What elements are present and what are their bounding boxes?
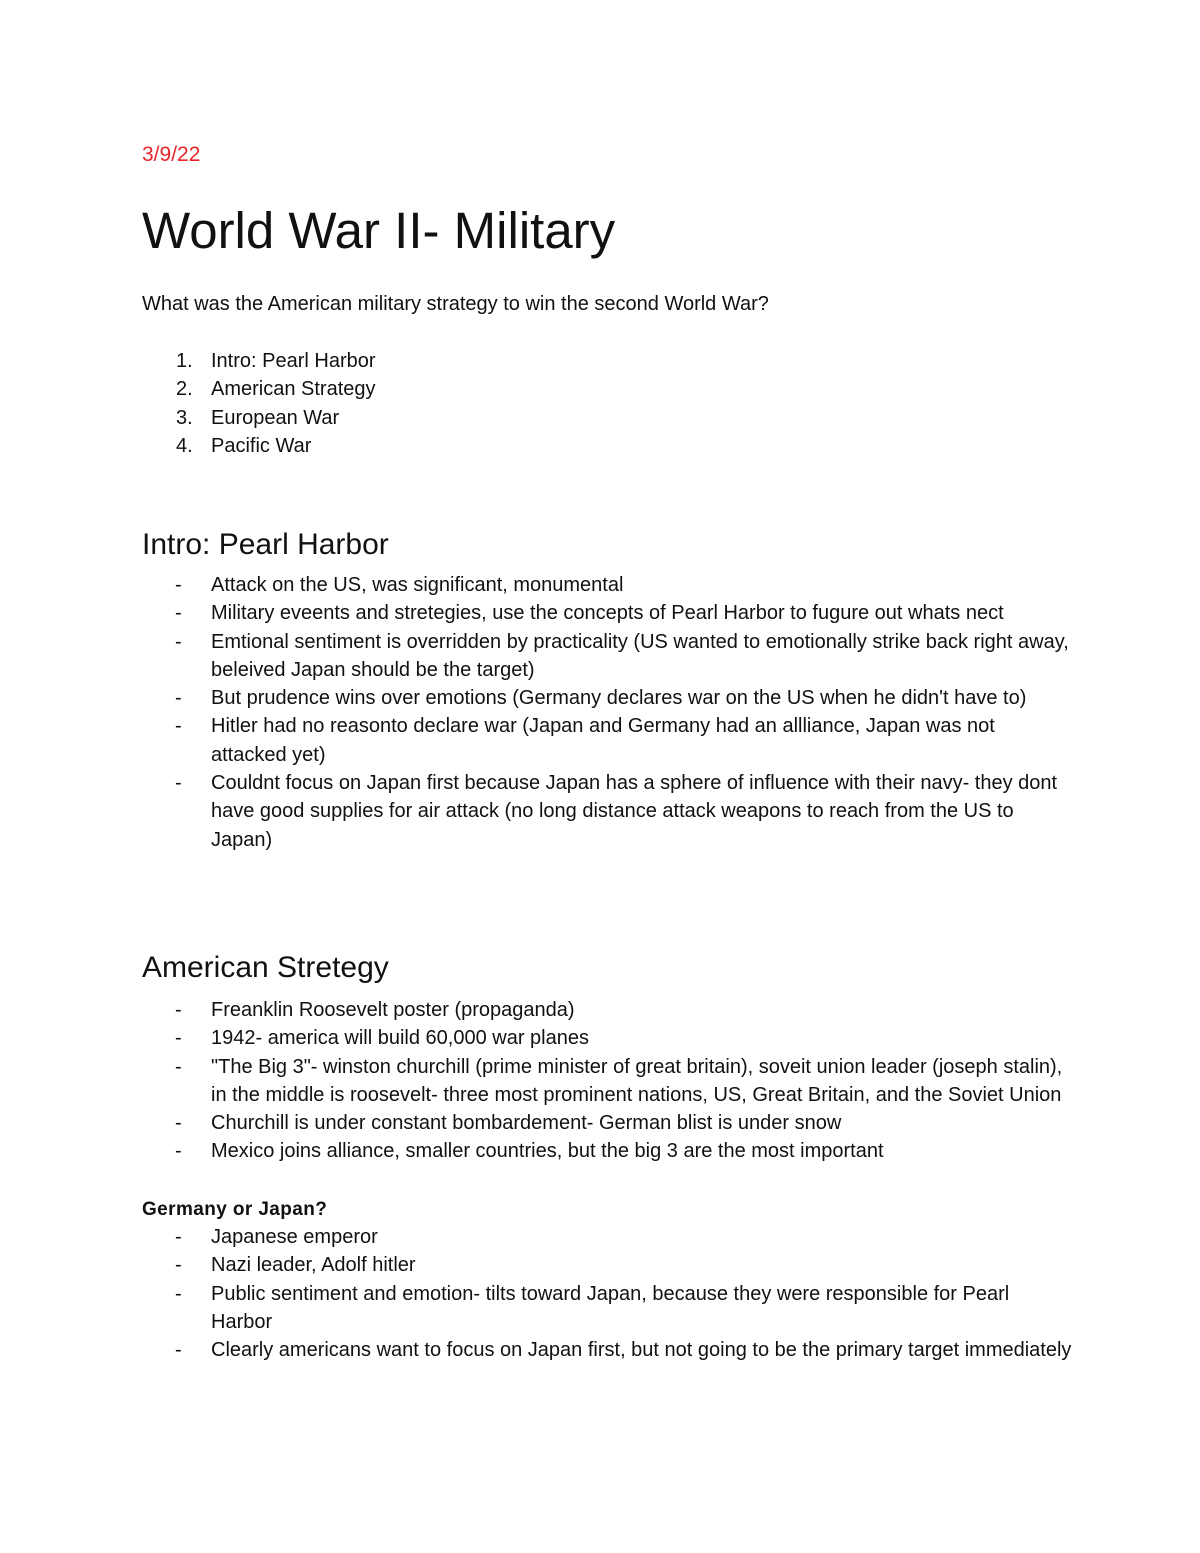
pearl-harbor-bullets <box>142 571 1072 854</box>
bullet-text: Japanese emperor <box>211 1226 378 1248</box>
section-heading-pearl-harbor: Intro: Pearl Harbor <box>142 528 389 561</box>
outline-number: 1. <box>176 350 193 372</box>
germany-or-japan-bullets <box>142 1223 1072 1364</box>
bullet-item <box>142 1024 1072 1052</box>
bullet-dash: - <box>175 630 182 653</box>
bullet-dash: - <box>175 1140 182 1163</box>
bullet-dash: - <box>175 687 182 710</box>
bullet-text: But prudence wins over emotions (Germany declares war on the US when he didn't have to) <box>211 687 1027 710</box>
subheading-germany-or-japan: Germany or Japan? <box>142 1199 328 1220</box>
bullet-dash: - <box>175 574 182 596</box>
bullet-text: Mexico joins alliance, smaller countries, but the big 3 are the most important <box>211 1140 884 1163</box>
bullet-text: Freanklin Roosevelt poster (propaganda) <box>211 999 575 1021</box>
bullet-dash: - <box>175 1027 182 1050</box>
document-title: World War II- Military <box>142 202 616 259</box>
bullet-dash: - <box>175 999 182 1021</box>
bullet-dash: - <box>175 602 182 625</box>
american-strategy-bullets <box>142 996 1072 1166</box>
bullet-dash: - <box>175 1055 182 1078</box>
bullet-text: Military eveents and stretegies, use the concepts of Pearl Harbor to fugure out whats nect <box>211 602 1004 625</box>
bullet-dash: - <box>175 1282 182 1305</box>
date-text: 3/9/22 <box>142 143 201 166</box>
bullet-item <box>142 1223 1072 1251</box>
bullet-item <box>142 1109 1072 1137</box>
bullet-text: Churchill is under constant bombardement- German blist is under snow <box>211 1112 842 1135</box>
bullet-item <box>142 996 1072 1024</box>
bullet-item <box>142 628 1072 685</box>
guiding-question: What was the American military strategy to win the second World War? <box>142 293 769 315</box>
bullet-text: Clearly americans want to focus on Japan first, but not going to be the primary target immediately <box>211 1339 1072 1362</box>
bullet-text: Emtional sentiment is overridden by practicality (US wanted to emotionally strike back right away, beleived Japan should be the target) <box>211 630 1069 681</box>
bullet-item <box>142 599 1072 627</box>
outline-list <box>142 347 376 460</box>
bullet-text: Attack on the US, was significant, monumental <box>211 574 624 596</box>
bullet-item <box>142 1053 1072 1110</box>
bullet-text: Public sentiment and emotion- tilts toward Japan, because they were responsible for Pearl Harbor <box>211 1282 1010 1333</box>
bullet-dash: - <box>175 1339 182 1362</box>
bullet-item <box>142 712 1072 769</box>
bullet-text: Couldnt focus on Japan first because Japan has a sphere of influence with their navy- they dont have good supplies for air attack (no long distance attack weapons to reach from the US to Japan) <box>211 772 1058 851</box>
bullet-dash: - <box>175 772 182 795</box>
bullet-item <box>142 1137 1072 1165</box>
bullet-text: Nazi leader, Adolf hitler <box>211 1254 416 1277</box>
bullet-item <box>142 684 1072 712</box>
bullet-text: "The Big 3"- winston churchill (prime minister of great britain), soveit union leader (joseph stalin), in the middle is roosevelt- three most prominent nations, US, Great Britain, and the Soviet Union <box>211 1055 1063 1106</box>
outline-text: American Strategy <box>211 378 376 401</box>
bullet-item <box>142 769 1072 854</box>
bullet-item <box>142 1336 1072 1364</box>
bullet-dash: - <box>175 1254 182 1277</box>
outline-number: 3. <box>176 406 193 429</box>
outline-item <box>142 347 376 375</box>
bullet-text: Hitler had no reasonto declare war (Japan and Germany had an allliance, Japan was not attacked yet) <box>211 715 995 766</box>
section-heading-american-strategy: American Stretegy <box>142 951 389 984</box>
bullet-dash: - <box>175 1112 182 1135</box>
bullet-text: 1942- america will build 60,000 war planes <box>211 1027 589 1050</box>
bullet-item <box>142 571 1072 599</box>
bullet-dash: - <box>175 1226 182 1248</box>
outline-number: 4. <box>176 434 193 457</box>
outline-text: European War <box>211 406 340 429</box>
outline-text: Intro: Pearl Harbor <box>211 350 376 372</box>
bullet-item <box>142 1280 1072 1337</box>
outline-item <box>142 404 376 432</box>
outline-text: Pacific War <box>211 434 312 457</box>
outline-number: 2. <box>176 378 193 401</box>
outline-item <box>142 375 376 403</box>
outline-item <box>142 432 376 460</box>
bullet-item <box>142 1251 1072 1279</box>
bullet-dash: - <box>175 715 182 738</box>
